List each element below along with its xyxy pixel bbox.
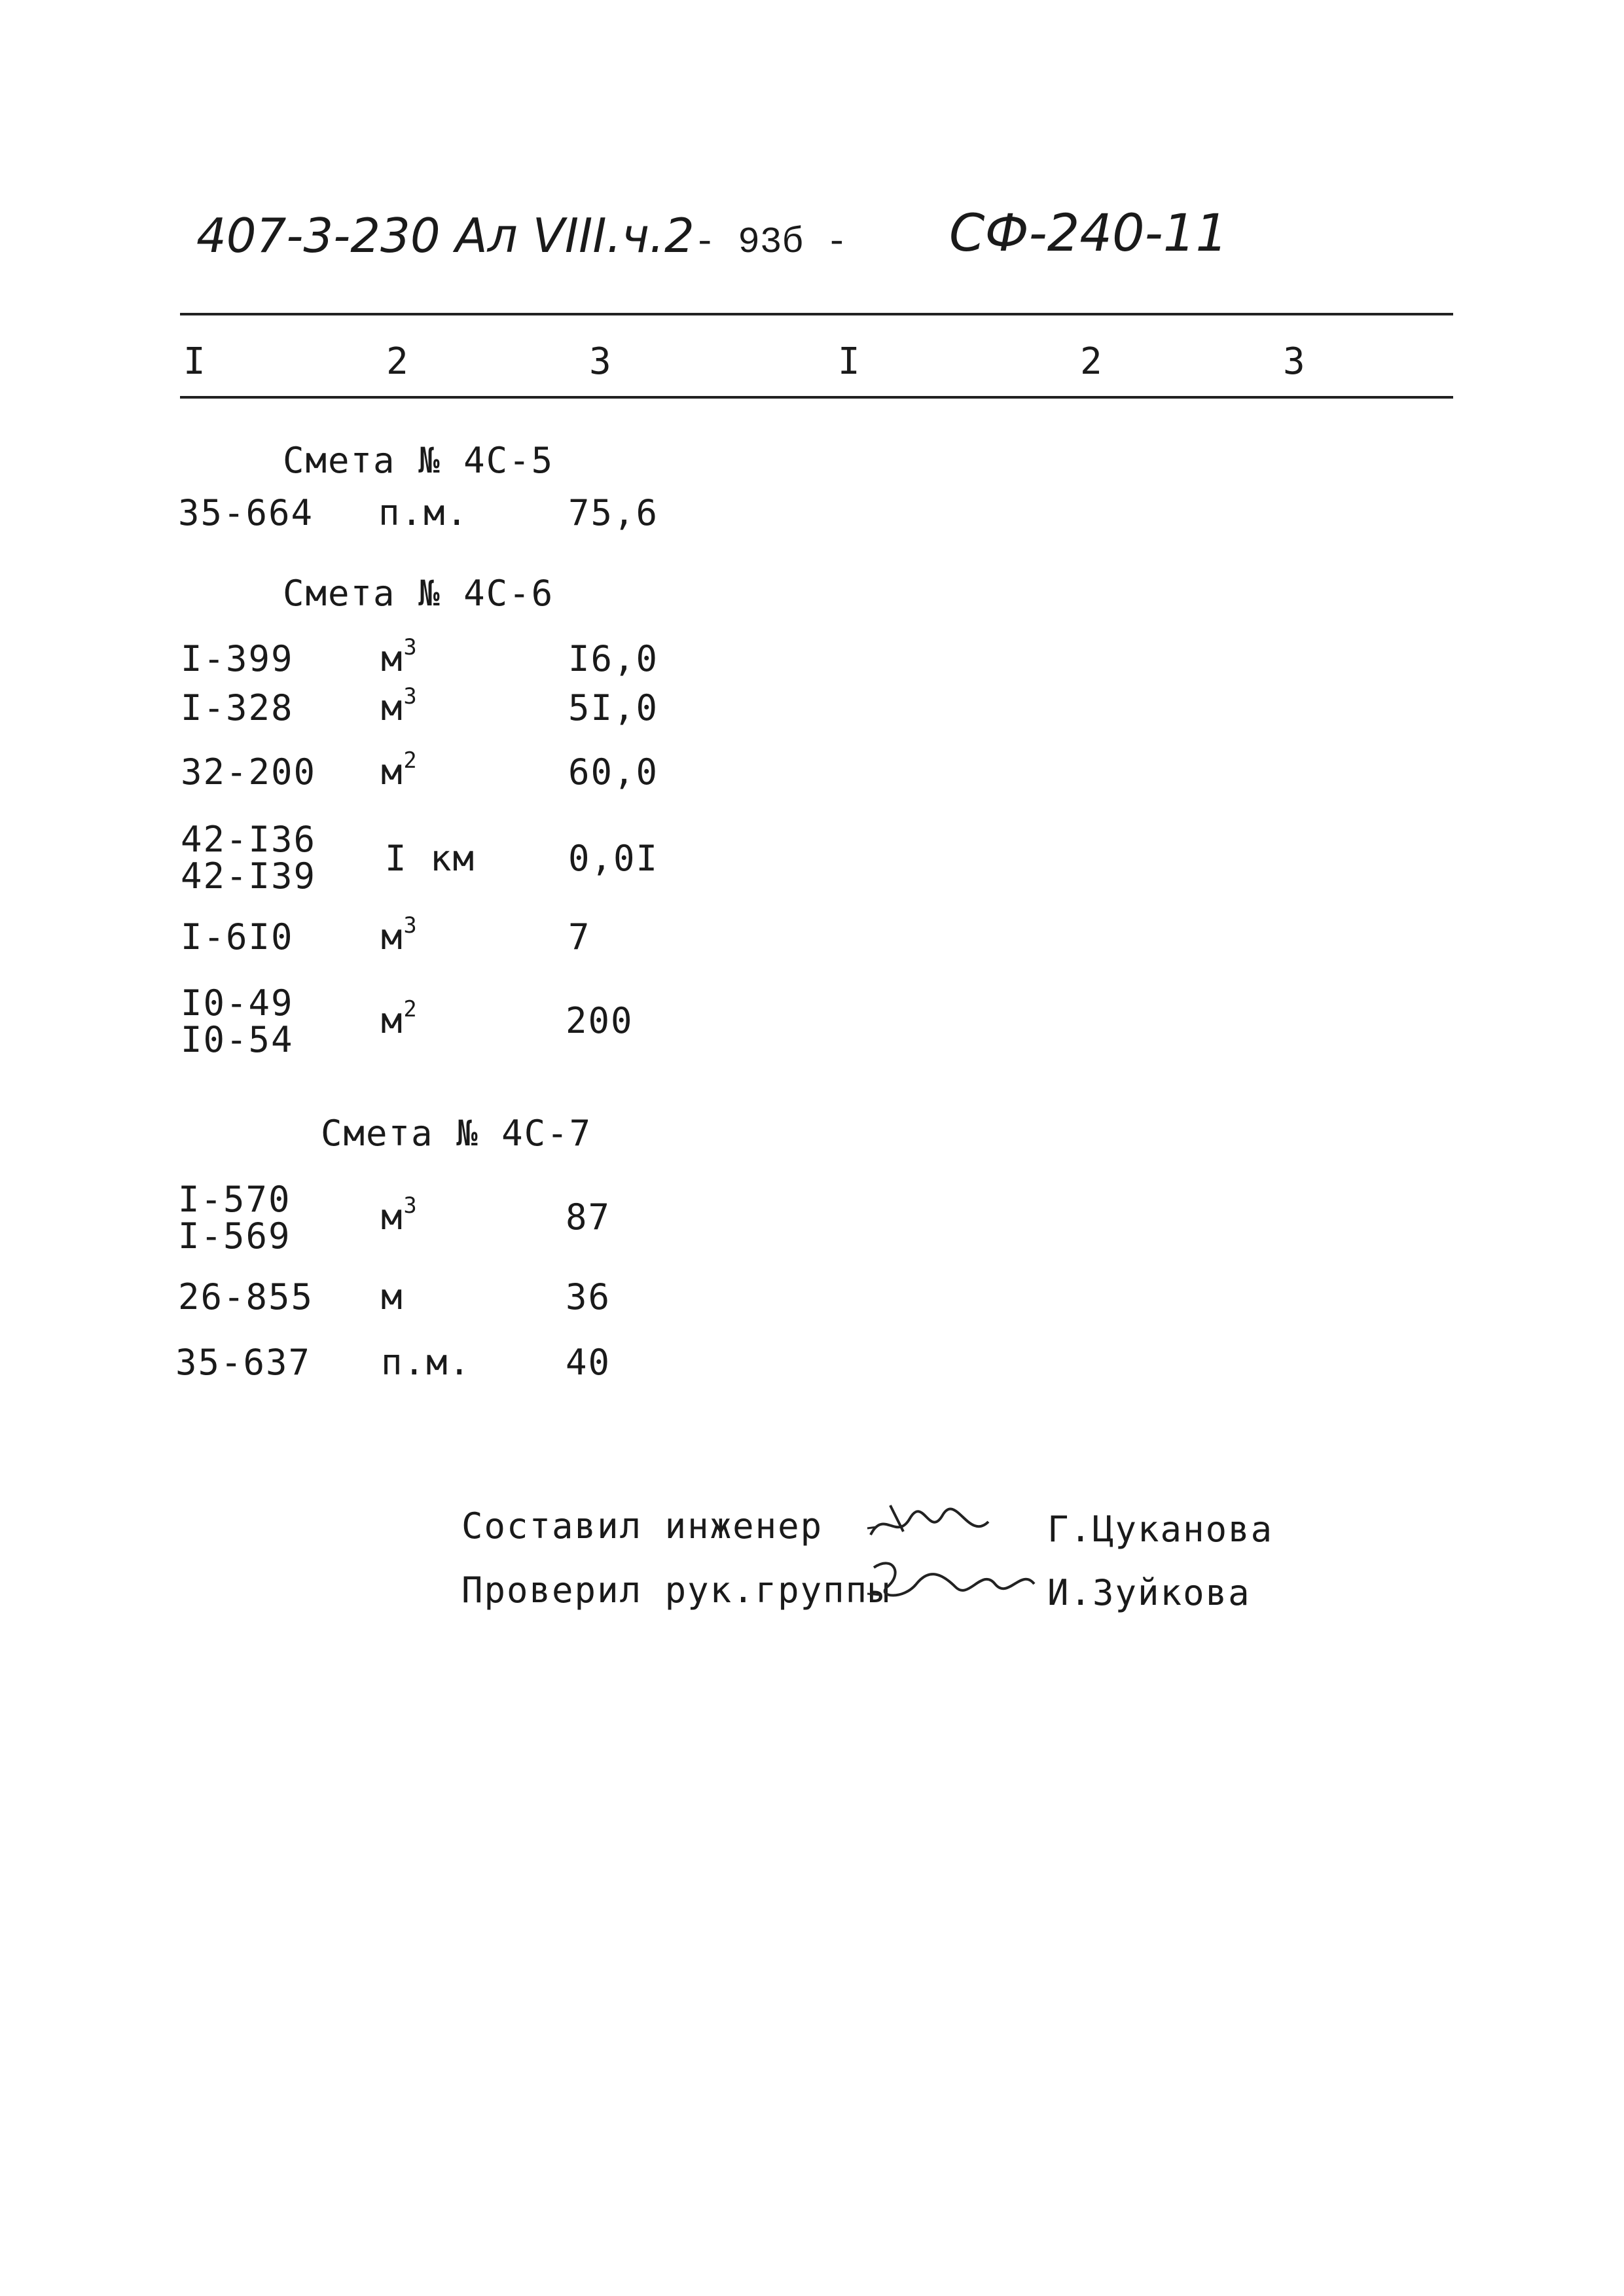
estimate-title: Смета № 4С-6 <box>283 573 554 614</box>
row-code-stack <box>181 982 294 1060</box>
row-code: 35-637 <box>175 1342 312 1383</box>
row-code: 26-855 <box>178 1276 314 1318</box>
row-value: 7 <box>568 916 591 958</box>
row-value: 75,6 <box>568 492 659 533</box>
row-code-stack <box>178 1181 291 1255</box>
signature-name: Г.Цуканова <box>1047 1509 1274 1550</box>
row-value: 5I,0 <box>568 687 659 728</box>
row-value: 200 <box>566 1000 634 1041</box>
row-value: I6,0 <box>568 638 659 679</box>
row-code: I-570 <box>178 1179 291 1220</box>
sheet-code: СФ-240-11 <box>949 204 1229 263</box>
signature-scribble-icon <box>864 1496 1005 1554</box>
row-value: 40 <box>566 1342 611 1383</box>
column-header: 3 <box>589 340 611 383</box>
row-code: I0-49 <box>181 982 294 1024</box>
row-unit: $м^3$ <box>381 634 418 679</box>
column-header: 2 <box>1080 340 1102 383</box>
row-value: 0,0I <box>568 838 659 879</box>
row-value: 87 <box>566 1196 611 1238</box>
row-code-stack <box>181 821 316 895</box>
row-unit: I км <box>385 838 476 879</box>
row-code: I-328 <box>181 687 294 728</box>
row-value: 36 <box>566 1276 611 1318</box>
row-unit: $м^3$ <box>381 912 418 958</box>
row-code: I-399 <box>181 638 294 679</box>
signature-name: И.Зуйкова <box>1047 1572 1251 1613</box>
row-code: I-6I0 <box>181 916 294 958</box>
row-unit: п.м. <box>378 492 469 533</box>
column-header: I <box>838 340 860 383</box>
estimate-title: Смета № 4С-5 <box>283 440 554 481</box>
row-unit: $м^2$ <box>381 996 418 1041</box>
row-value: 60,0 <box>568 751 659 793</box>
signature-scribble-icon <box>864 1548 1044 1620</box>
row-code: 32-200 <box>181 751 317 793</box>
row-code: 35-664 <box>178 492 314 533</box>
document-code: 407-3-230 Ал VIII.ч.2 <box>196 208 695 263</box>
page-number: - 93б - <box>694 221 848 263</box>
column-header: 2 <box>386 340 408 383</box>
row-unit: $м^3$ <box>381 1192 418 1238</box>
row-unit: п.м. <box>381 1342 472 1383</box>
signature-role: Составил инженер <box>461 1505 823 1547</box>
row-code: I-569 <box>178 1215 291 1257</box>
row-code: 42-I36 <box>181 819 317 860</box>
column-header: 3 <box>1283 340 1305 383</box>
row-code: I0-54 <box>181 1019 294 1060</box>
row-unit: м <box>381 1276 404 1318</box>
table-top-rule <box>180 313 1453 315</box>
row-unit: $м^3$ <box>381 683 418 728</box>
column-header: I <box>183 340 206 383</box>
table-header-bottom-rule <box>180 396 1453 399</box>
signature-role: Проверил рук.группы <box>461 1570 891 1611</box>
row-code: 42-I39 <box>181 855 317 897</box>
estimate-title: Смета № 4С-7 <box>321 1113 592 1154</box>
row-unit: $м^2$ <box>381 747 418 793</box>
